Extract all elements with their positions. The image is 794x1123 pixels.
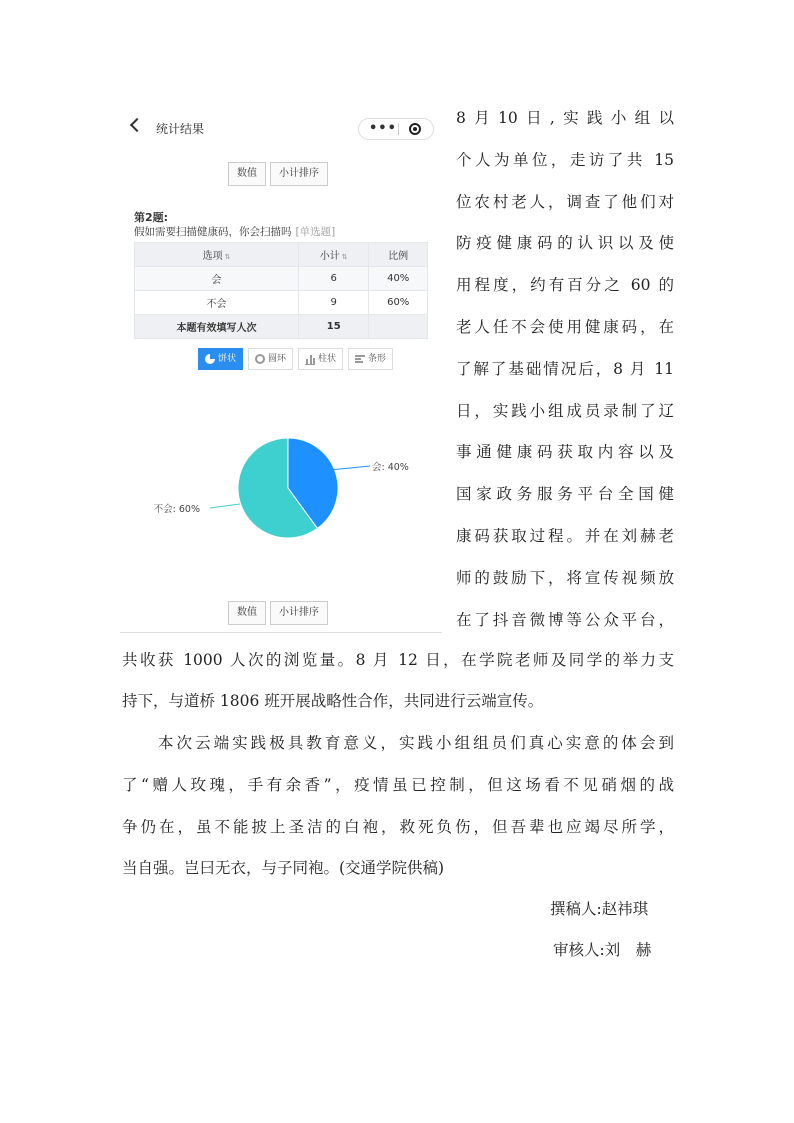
page-title: 统计结果 <box>156 122 205 136</box>
article-line: 日，实践小组成员录制了辽 <box>456 401 674 420</box>
tab-value[interactable]: 数值 <box>228 601 266 625</box>
column-header-ratio: 比例 <box>369 243 428 267</box>
pie-chart <box>120 408 442 578</box>
article-line: 师的鼓励下，将宣传视频放 <box>456 568 674 587</box>
label-leader-line <box>210 504 240 508</box>
back-arrow-icon[interactable] <box>130 118 144 132</box>
table-row <box>135 267 428 291</box>
article-line: 国家政务服务平台全国健 <box>456 485 674 504</box>
survey-screenshot <box>120 108 442 636</box>
column-header-count[interactable]: 小计 ⇅ <box>299 243 369 267</box>
chart-type-bar-button[interactable]: 柱状 <box>298 348 343 370</box>
reviewer-line: 审核人:刘 赫 <box>553 941 652 959</box>
article-line: 持下，与道桥 1806 班开展战略性合作，共同进行云端宣传。 <box>122 692 544 710</box>
article-line: 防疫健康码的认识以及使 <box>456 234 674 253</box>
article-line: 用程度，约有百分之 60 的 <box>456 276 674 295</box>
article-line: 个人为单位，走访了共 15 <box>456 150 674 169</box>
total-empty <box>369 315 428 339</box>
article-line: 了“赠人玫瑰，手有余香”，疫情虽已控制，但这场看不见硝烟的战 <box>122 776 674 794</box>
divider <box>120 632 442 633</box>
cell-option: 会 <box>135 267 299 291</box>
pie-data-label: 不会: 60% <box>153 504 200 515</box>
author-line: 撰稿人:赵祎琪 <box>550 900 649 918</box>
article-line: 共收获 1000 人次的浏览量。8 月 12 日，在学院老师及同学的举力支 <box>122 651 674 669</box>
question-type-tag: [单选题] <box>295 226 336 238</box>
tab-subtotal-sort[interactable]: 小计排序 <box>270 601 328 625</box>
capsule-divider <box>398 123 399 135</box>
cell-ratio: 40% <box>369 267 428 291</box>
chart-type-switcher <box>198 348 393 370</box>
tab-subtotal-sort[interactable]: 小计排序 <box>270 162 328 186</box>
more-dots-icon[interactable]: ••• <box>369 121 397 136</box>
ring-chart-icon <box>255 354 265 364</box>
bottom-tab-group <box>228 601 328 625</box>
chart-type-pie-button[interactable]: 饼状 <box>198 348 243 370</box>
horizontal-bar-icon <box>355 354 365 364</box>
tab-value[interactable]: 数值 <box>228 162 266 186</box>
cell-option: 不会 <box>135 291 299 315</box>
label-leader-line <box>330 466 370 470</box>
top-bar <box>120 108 442 148</box>
total-label: 本题有效填写人次 <box>135 315 299 339</box>
sort-icon: ⇅ <box>224 253 231 261</box>
table-header-row <box>135 243 428 267</box>
top-tab-group <box>228 162 328 186</box>
question-number: 第2题: <box>134 211 169 224</box>
article-line: 8月10日,实践小组以 <box>456 109 674 127</box>
table-total-row <box>135 315 428 339</box>
capsule-menu[interactable] <box>358 118 434 140</box>
article-line: 当自强。岂曰无衣，与子同袍。(交通学院供稿) <box>122 859 445 877</box>
pie-chart-icon <box>205 354 215 364</box>
article-line: 老人任不会使用健康码，在 <box>456 318 674 336</box>
article-line: 了解了基础情况后，8 月 11 <box>456 359 674 378</box>
chart-type-ring-button[interactable]: 圆环 <box>248 348 293 370</box>
article-line: 位农村老人，调查了他们对 <box>456 192 674 211</box>
close-target-icon[interactable] <box>409 123 421 135</box>
article-line: 在了抖音微博等公众平台， <box>456 610 674 629</box>
article-line: 本次云端实践极具教育意义，实践小组组员们真心实意的体会到 <box>158 734 674 752</box>
article-line: 康码获取过程。并在刘赫老 <box>456 527 674 545</box>
cell-ratio: 60% <box>369 291 428 315</box>
chart-type-hbar-button[interactable]: 条形 <box>348 348 393 370</box>
article-line: 争仍在，虽不能披上圣洁的白袍，救死负伤，但吾辈也应竭尽所学， <box>122 818 674 836</box>
pie-data-label: 会: 40% <box>372 462 409 473</box>
sort-icon: ⇅ <box>341 253 348 261</box>
total-value: 15 <box>299 315 369 339</box>
bar-chart-icon <box>305 354 315 365</box>
stats-table <box>134 242 428 339</box>
column-header-option[interactable]: 选项 ⇅ <box>135 243 299 267</box>
cell-count: 6 <box>299 267 369 291</box>
table-row <box>135 291 428 315</box>
cell-count: 9 <box>299 291 369 315</box>
question-text: 假如需要扫描健康码，你会扫描吗 <box>134 226 292 238</box>
question-text-line <box>134 224 335 239</box>
article-line: 事通健康码获取内容以及 <box>456 443 674 462</box>
